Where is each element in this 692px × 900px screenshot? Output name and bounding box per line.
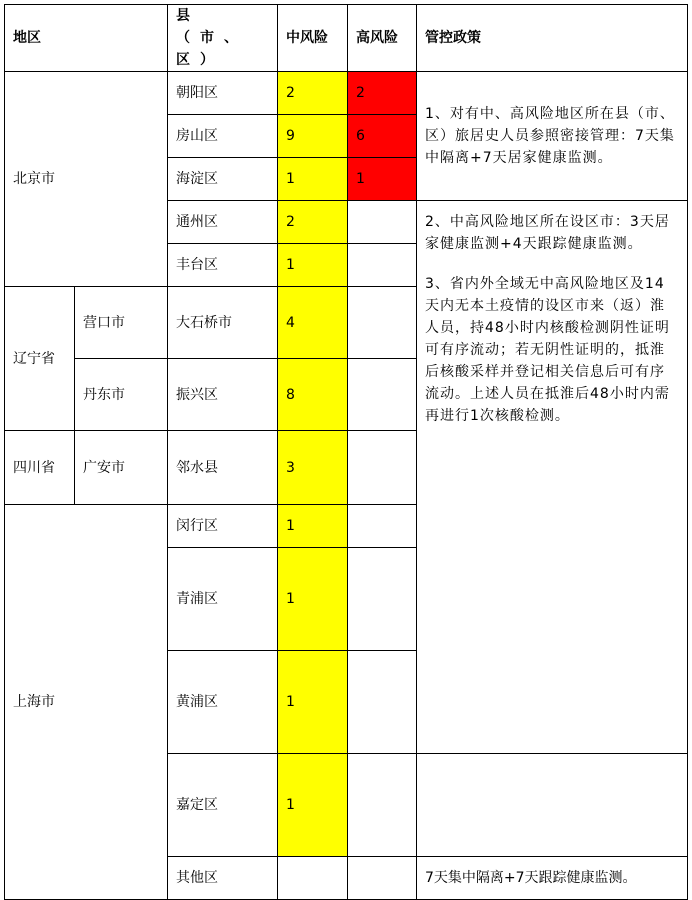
- policy-text-1: 1、对有中、高风险地区所在县（市、区）旅居史人员参照密接管理：7天集中隔离+7天居家健康监测。: [425, 106, 675, 166]
- high-risk-count: [348, 244, 417, 287]
- header-region: 地区: [5, 5, 168, 72]
- header-high-risk: 高风险: [348, 5, 417, 72]
- county-cell: 丰台区: [168, 244, 278, 287]
- medium-risk-count: [278, 857, 348, 900]
- county-cell: 邻水县: [168, 431, 278, 505]
- county-cell: 嘉定区: [168, 754, 278, 857]
- county-cell: 朝阳区: [168, 72, 278, 115]
- medium-risk-count: 1: [278, 548, 348, 651]
- header-row: [5, 5, 688, 72]
- table-row: [5, 72, 688, 115]
- policy-cell-2: [417, 201, 688, 754]
- high-risk-count: [348, 548, 417, 651]
- high-risk-count: [348, 754, 417, 857]
- province-sichuan: 四川省: [5, 431, 75, 505]
- province-beijing: 北京市: [5, 72, 168, 287]
- high-risk-count: [348, 505, 417, 548]
- high-risk-count: [348, 857, 417, 900]
- high-risk-count: [348, 651, 417, 754]
- high-risk-count: 6: [348, 115, 417, 158]
- county-cell: 其他区: [168, 857, 278, 900]
- high-risk-count: 2: [348, 72, 417, 115]
- medium-risk-count: 1: [278, 505, 348, 548]
- header-policy: 管控政策: [417, 5, 688, 72]
- medium-risk-count: 2: [278, 72, 348, 115]
- city-guangan: 广安市: [75, 431, 168, 505]
- high-risk-count: 1: [348, 158, 417, 201]
- county-cell: 海淀区: [168, 158, 278, 201]
- medium-risk-count: 1: [278, 244, 348, 287]
- medium-risk-count: 2: [278, 201, 348, 244]
- policy-cell-other: 7天集中隔离+7天跟踪健康监测。: [417, 857, 688, 900]
- county-cell: 大石桥市: [168, 287, 278, 359]
- policy-cell-1: [417, 72, 688, 201]
- province-shanghai: 上海市: [5, 505, 168, 900]
- high-risk-count: [348, 431, 417, 505]
- city-dandong: 丹东市: [75, 359, 168, 431]
- medium-risk-count: 1: [278, 158, 348, 201]
- county-cell: 青浦区: [168, 548, 278, 651]
- header-medium-risk: 中风险: [278, 5, 348, 72]
- high-risk-count: [348, 201, 417, 244]
- county-cell: 振兴区: [168, 359, 278, 431]
- county-cell: 房山区: [168, 115, 278, 158]
- medium-risk-count: 8: [278, 359, 348, 431]
- medium-risk-count: 3: [278, 431, 348, 505]
- medium-risk-count: 4: [278, 287, 348, 359]
- medium-risk-count: 9: [278, 115, 348, 158]
- county-cell: 闵行区: [168, 505, 278, 548]
- province-liaoning: 辽宁省: [5, 287, 75, 431]
- high-risk-count: [348, 359, 417, 431]
- medium-risk-count: 1: [278, 754, 348, 857]
- medium-risk-count: 1: [278, 651, 348, 754]
- high-risk-count: [348, 287, 417, 359]
- city-yingkou: 营口市: [75, 287, 168, 359]
- county-cell: 通州区: [168, 201, 278, 244]
- policy-text-2: 2、中高风险地区所在设区市：3天居家健康监测+4天跟踪健康监测。: [425, 214, 670, 252]
- policy-text-3: 3、省内外全域无中高风险地区及14天内无本土疫情的设区市来（返）淮人员，持48小时内核酸检测阴性证明可有序流动；若无阴性证明的，抵淮后核酸采样并登记相关信息后可有序流动。上述人员在抵淮后48小时内需再进行1次核酸检测。: [425, 276, 670, 424]
- header-county: 县（市、区）: [168, 5, 278, 72]
- county-cell: 黄浦区: [168, 651, 278, 754]
- risk-area-table: [4, 4, 688, 900]
